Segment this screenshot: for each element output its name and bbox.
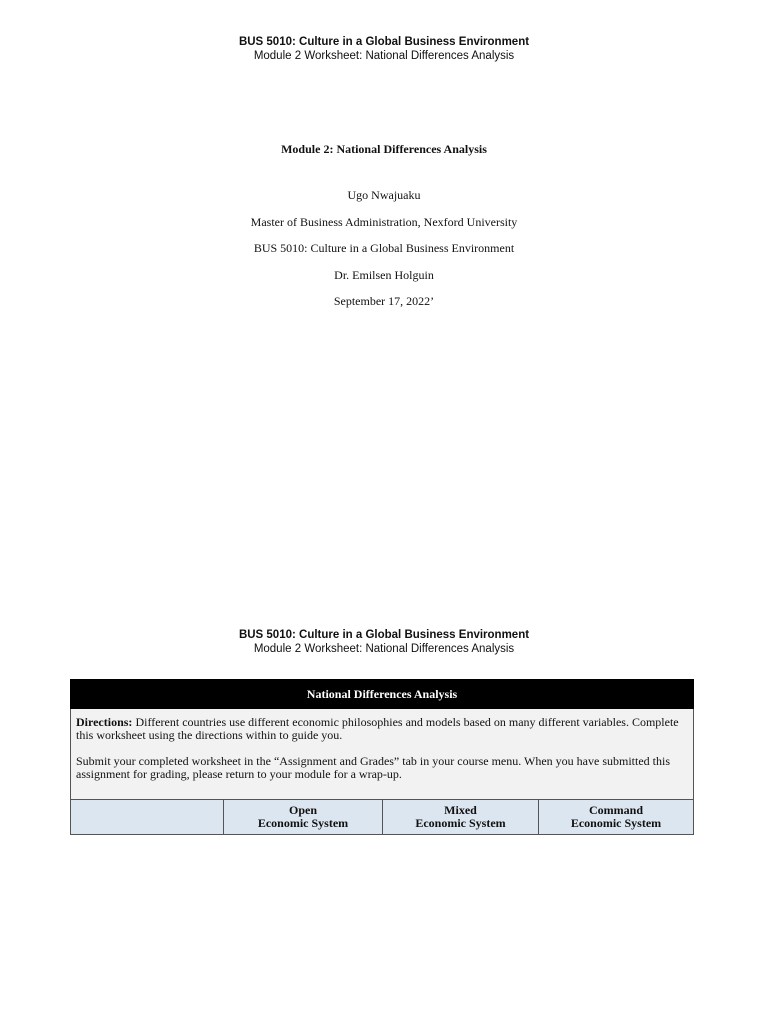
- column-header-open: [224, 800, 383, 835]
- submit-instructions: Submit your completed worksheet in the “Assignment and Grades” tab in your course menu. When you have submitted this assignment for grading, please return to your module for a wrap-up.: [76, 754, 670, 781]
- page-header: [0, 628, 768, 656]
- column-header-command: [539, 800, 694, 835]
- header-worksheet-title: Module 2 Worksheet: National Differences Analysis: [253, 50, 515, 62]
- table-heading: National Differences Analysis: [71, 680, 694, 709]
- directions-text: Different countries use different economic philosophies and models based on many different variables. Complete this worksheet using the directions within to guide you.: [76, 715, 679, 742]
- column-header-row: [71, 800, 694, 835]
- page-2: [0, 600, 768, 1024]
- column-header-mixed: [383, 800, 539, 835]
- directions-paragraph: [76, 716, 688, 742]
- page-header: [0, 35, 768, 63]
- cover-instructor: Dr. Emilsen Holguin: [334, 268, 434, 282]
- cover-program: Master of Business Administration, Nexford University: [250, 215, 518, 229]
- column-header-command-line1: Command: [589, 803, 644, 817]
- cover-title: Module 2: National Differences Analysis: [281, 142, 487, 156]
- cover-date: September 17, 2022’: [333, 294, 435, 308]
- analysis-table-wrapper: [70, 679, 693, 835]
- column-header-open-line2: Economic System: [257, 816, 349, 830]
- header-worksheet-title: Module 2 Worksheet: National Differences Analysis: [253, 643, 515, 655]
- directions-label: Directions:: [76, 715, 133, 729]
- column-header-mixed-line1: Mixed: [444, 803, 477, 817]
- directions-cell: [71, 709, 694, 800]
- column-header-command-line2: Economic System: [570, 816, 662, 830]
- column-header-blank[interactable]: [71, 800, 224, 835]
- cover-course: BUS 5010: Culture in a Global Business Environment: [253, 241, 515, 255]
- header-course-title: BUS 5010: Culture in a Global Business Environment: [238, 629, 530, 641]
- national-differences-table: [70, 679, 694, 835]
- column-header-mixed-line2: Economic System: [415, 816, 506, 830]
- column-header-open-line1: Open: [288, 803, 317, 817]
- cover-author: Ugo Nwajuaku: [347, 188, 421, 202]
- header-course-title: BUS 5010: Culture in a Global Business Environment: [238, 36, 530, 48]
